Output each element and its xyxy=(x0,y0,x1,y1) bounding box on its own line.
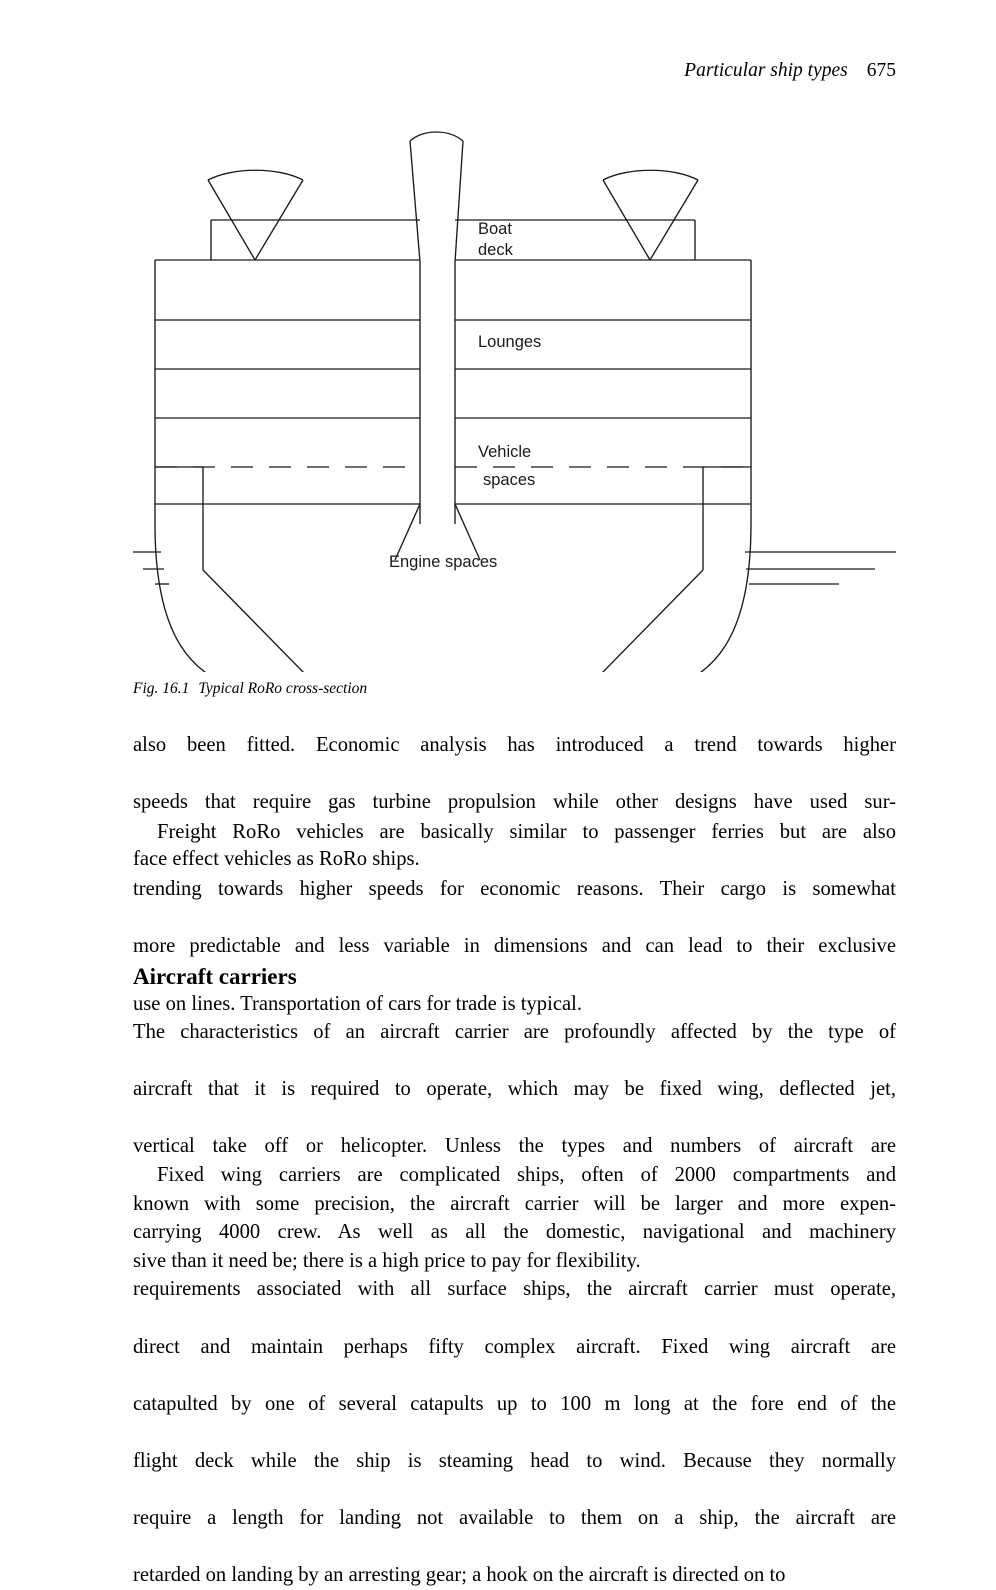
inner-chine-right xyxy=(601,570,703,672)
p4-line-2: carrying 4000 crew. As well as all the domestic, navigational and machinery xyxy=(133,1221,896,1244)
hull-bottom-outline xyxy=(155,524,751,672)
p4-line-1: Fixed wing carriers are complicated ships, often of 2000 compartments and xyxy=(157,1164,896,1186)
p3-line-3: vertical take off or helicopter. Unless the types and numbers of aircraft are xyxy=(133,1135,896,1158)
p4-line-7: require a length for landing not available to them on a ship, the aircraft are xyxy=(133,1507,896,1530)
p1-line-1: also been fitted. Economic analysis has introduced a trend towards higher xyxy=(133,734,896,756)
p1-line-2: speeds that require gas turbine propulsion while other designs have used sur- xyxy=(133,791,896,814)
side-casing-right xyxy=(703,467,751,570)
p3-line-4: known with some precision, the aircraft carrier will be larger and more expen- xyxy=(133,1192,896,1215)
p3-line-5: sive than it need be; there is a high price to pay for flexibility. xyxy=(133,1249,641,1272)
p1-line-3: face effect vehicles as RoRo ships. xyxy=(133,848,420,871)
p4-line-5: catapulted by one of several catapults up to 100 m long at the fore end of the xyxy=(133,1392,896,1415)
side-casing-left xyxy=(155,467,203,570)
figure-roro-cross-section xyxy=(133,112,896,672)
lifeboat-right-top-curve xyxy=(603,170,698,180)
running-head-title: Particular ship types xyxy=(684,60,848,81)
section-heading-aircraft-carriers: Aircraft carriers xyxy=(133,964,297,989)
p4-line-6: flight deck while the ship is steaming head to wind. Because they normally xyxy=(133,1449,896,1472)
roro-cross-section-drawing xyxy=(133,112,896,672)
p2-line-2: trending towards higher speeds for economic reasons. Their cargo is somewhat xyxy=(133,878,896,901)
label-vehicle-line2: spaces xyxy=(483,471,536,489)
running-head xyxy=(133,58,896,84)
label-vehicle-line1: Vehicle xyxy=(478,443,532,461)
label-boat-deck-line2: deck xyxy=(478,241,513,259)
funnel-top-curve xyxy=(410,132,463,141)
engine-casing-left xyxy=(395,504,420,560)
label-lounges: Lounges xyxy=(478,333,542,351)
p3-line-2: aircraft that it is required to operate, which may be fixed wing, deflected jet, xyxy=(133,1078,896,1101)
inner-chine-left xyxy=(203,570,305,672)
lifeboat-left-top-curve xyxy=(208,170,303,180)
page-number: 675 xyxy=(866,60,896,81)
figure-caption-number: Fig. 16.1 xyxy=(133,680,190,697)
p4-line-8: retarded on landing by an arresting gear; a hook on the aircraft is directed on to xyxy=(133,1564,786,1587)
engine-casing-right xyxy=(455,504,480,560)
funnel-right-side xyxy=(455,141,463,262)
p2-line-1: Freight RoRo vehicles are basically similar to passenger ferries but are also xyxy=(157,821,896,843)
p3-line-1: The characteristics of an aircraft carrier are profoundly affected by the type of xyxy=(133,1021,896,1043)
p2-line-4: use on lines. Transportation of cars for trade is typical. xyxy=(133,992,582,1015)
p2-line-3: more predictable and less variable in dimensions and can lead to their exclusive xyxy=(133,935,896,958)
paragraph-4 xyxy=(133,1161,896,1590)
p4-line-3: requirements associated with all surface ships, the aircraft carrier must operate, xyxy=(133,1278,896,1301)
p4-line-4: direct and maintain perhaps fifty complex aircraft. Fixed wing aircraft are xyxy=(133,1335,896,1358)
figure-caption xyxy=(133,679,367,699)
figure-caption-text: Typical RoRo cross-section xyxy=(198,680,368,697)
funnel-left-side xyxy=(410,141,420,262)
label-boat-deck-line1: Boat xyxy=(478,220,512,238)
label-engine-spaces: Engine spaces xyxy=(389,553,498,571)
